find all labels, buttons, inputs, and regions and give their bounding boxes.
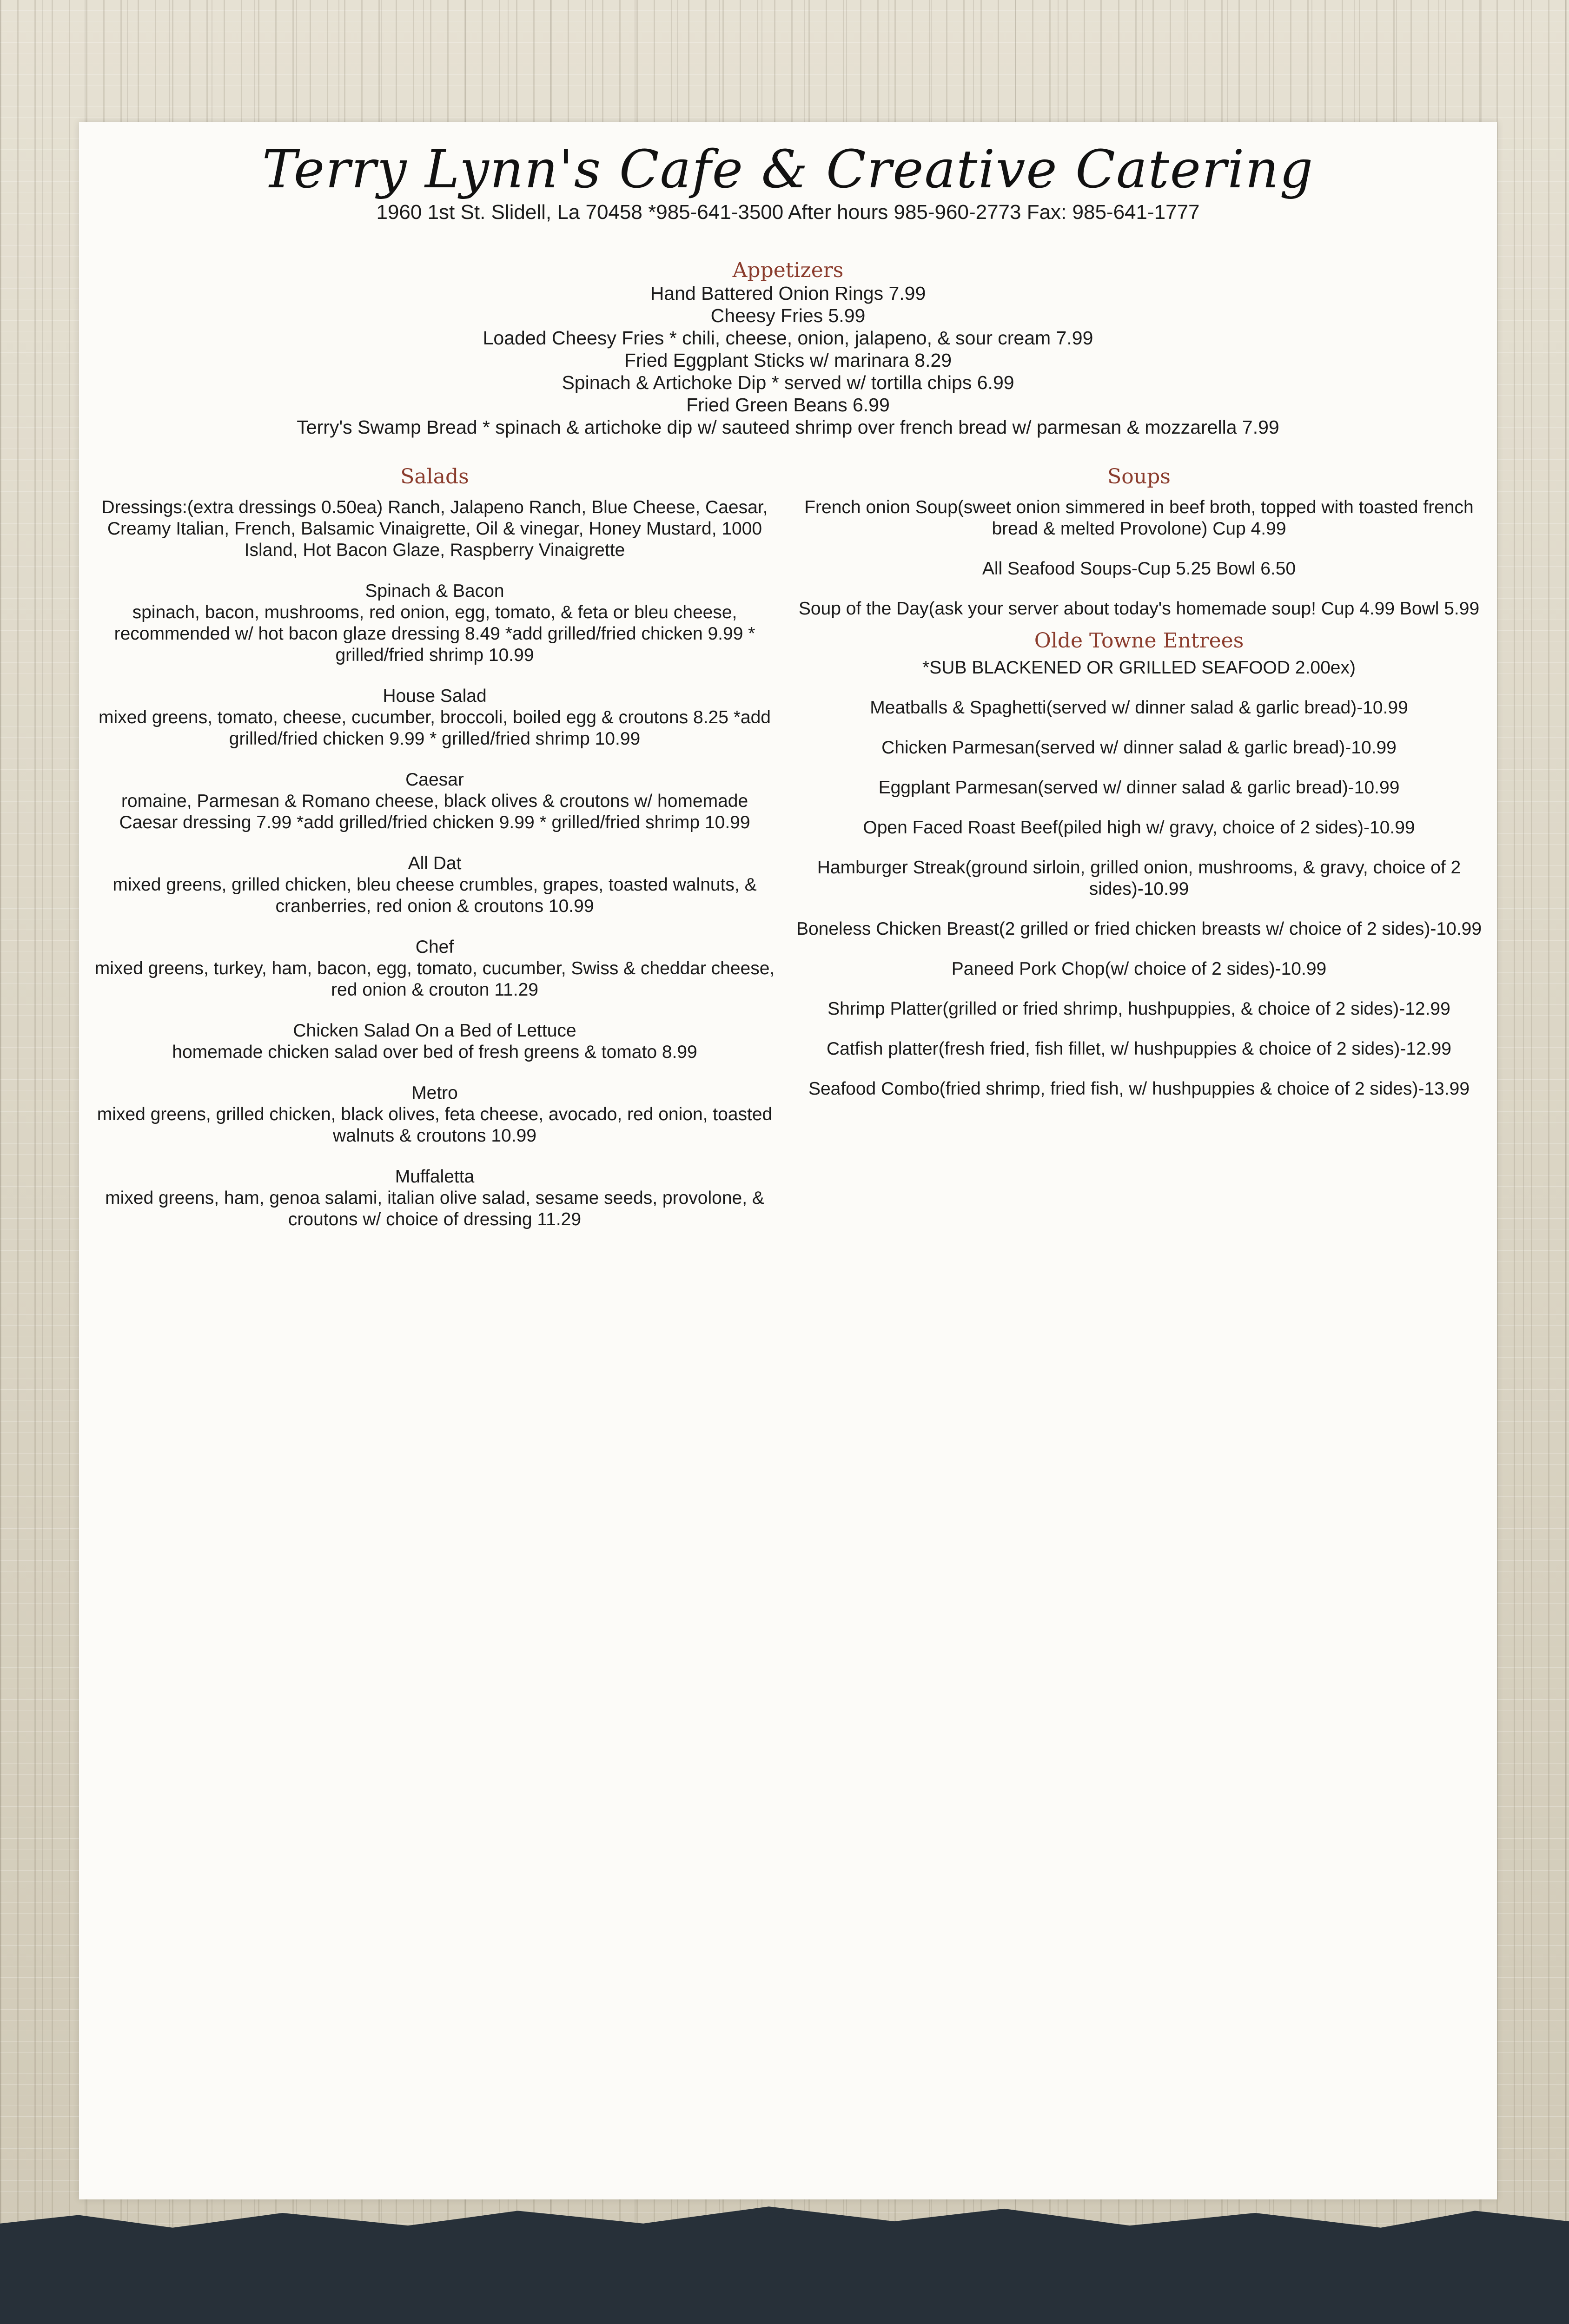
salad-name: Caesar	[405, 770, 464, 790]
soups-entrees-section	[790, 465, 1488, 1118]
salad-item	[93, 1166, 776, 1230]
salad-desc: romaine, Parmesan & Romano cheese, black olives & croutons w/ homemade Caesar dressing 7.99 *add grilled/fried chicken 9.99 * grilled/fried shrimp 10.99	[119, 791, 750, 832]
salad-name: Chef	[415, 937, 454, 957]
salad-desc: mixed greens, tomato, cheese, cucumber, broccoli, boiled egg & croutons 8.25 *add grilled/fried chicken 9.99 * grilled/fried shrimp 10.99	[98, 707, 771, 749]
salad-desc: mixed greens, ham, genoa salami, italian olive salad, sesame seeds, provolone, & croutons w/ choice of dressing 11.29	[105, 1188, 764, 1229]
appetizer-item: Fried Green Beans 6.99	[686, 394, 890, 416]
soup-item: French onion Soup(sweet onion simmered in beef broth, topped with toasted french bread & melted Provolone) Cup 4.99	[804, 497, 1474, 539]
appetizer-item: Fried Eggplant Sticks w/ marinara 8.29	[624, 350, 952, 371]
salad-name: All Dat	[408, 853, 462, 873]
salad-name: Muffaletta	[395, 1167, 475, 1187]
entree-item: Shrimp Platter(grilled or fried shrimp, hushpuppies, & choice of 2 sides)-12.99	[828, 999, 1450, 1019]
entree-item: Paneed Pork Chop(w/ choice of 2 sides)-10.99	[951, 959, 1327, 979]
salad-desc: spinach, bacon, mushrooms, red onion, egg, tomato, & feta or bleu cheese, recommended w/ hot bacon glaze dressing 8.49 *add grilled/fried chicken 9.99 * grilled/fried shrimp 10.99	[114, 602, 755, 665]
entrees-heading: Olde Towne Entrees	[1034, 629, 1244, 653]
entree-item: Open Faced Roast Beef(piled high w/ gravy, choice of 2 sides)-10.99	[863, 818, 1415, 838]
appetizer-item: Terry's Swamp Bread * spinach & artichoke dip w/ sauteed shrimp over french bread w/ parmesan & mozzarella 7.99	[297, 416, 1279, 438]
entree-item: Hamburger Streak(ground sirloin, grilled onion, mushrooms, & gravy, choice of 2 sides)-10.99	[817, 858, 1461, 899]
salad-item	[93, 853, 776, 917]
salad-name: Metro	[411, 1083, 458, 1103]
entree-item: Meatballs & Spaghetti(served w/ dinner salad & garlic bread)-10.99	[870, 698, 1408, 718]
salad-desc: mixed greens, turkey, ham, bacon, egg, tomato, cucumber, Swiss & cheddar cheese, red onion & crouton 11.29	[94, 958, 775, 1000]
salad-name: Chicken Salad On a Bed of Lettuce	[293, 1021, 576, 1041]
salad-item	[93, 937, 776, 1001]
salad-name: House Salad	[383, 686, 487, 706]
restaurant-title: Terry Lynn's Cafe & Creative Catering	[262, 139, 1314, 200]
appetizers-heading: Appetizers	[732, 258, 844, 282]
soups-heading: Soups	[1107, 465, 1171, 489]
entree-item: Boneless Chicken Breast(2 grilled or fried chicken breasts w/ choice of 2 sides)-10.99	[796, 919, 1482, 939]
salad-item	[93, 581, 776, 666]
salad-item	[93, 686, 776, 750]
entree-item: Catfish platter(fresh fried, fish fillet, w/ hushpuppies & choice of 2 sides)-12.99	[827, 1039, 1451, 1059]
appetizer-item: Loaded Cheesy Fries * chili, cheese, onion, jalapeno, & sour cream 7.99	[483, 327, 1093, 349]
appetizer-item: Cheesy Fries 5.99	[710, 305, 866, 326]
entrees-note: *SUB BLACKENED OR GRILLED SEAFOOD 2.00ex)	[922, 658, 1356, 678]
soup-item: Soup of the Day(ask your server about today's homemade soup! Cup 4.99 Bowl 5.99	[798, 599, 1480, 619]
appetizer-item: Spinach & Artichoke Dip * served w/ tortilla chips 6.99	[562, 372, 1014, 393]
salad-item	[93, 1083, 776, 1147]
salad-desc: mixed greens, grilled chicken, bleu cheese crumbles, grapes, toasted walnuts, & cranberries, red onion & croutons 10.99	[113, 875, 757, 916]
salad-name: Spinach & Bacon	[365, 581, 504, 601]
bottom-band	[0, 2194, 1569, 2324]
salad-item	[93, 769, 776, 833]
entree-item: Eggplant Parmesan(served w/ dinner salad & garlic bread)-10.99	[878, 778, 1400, 798]
appetizers-section	[79, 258, 1497, 438]
restaurant-address: 1960 1st St. Slidell, La 70458 *985-641-3500 After hours 985-960-2773 Fax: 985-641-1777	[376, 201, 1200, 224]
salads-heading: Salads	[400, 465, 469, 489]
salads-section	[93, 465, 776, 1250]
salad-desc: homemade chicken salad over bed of fresh greens & tomato 8.99	[172, 1042, 697, 1062]
soup-item: All Seafood Soups-Cup 5.25 Bowl 6.50	[982, 559, 1296, 579]
entree-item: Seafood Combo(fried shrimp, fried fish, w/ hushpuppies & choice of 2 sides)-13.99	[808, 1079, 1470, 1099]
salad-dressings: Dressings:(extra dressings 0.50ea) Ranch, Jalapeno Ranch, Blue Cheese, Caesar, Creamy Italian, French, Balsamic Vinaigrette, Oil & vinegar, Honey Mustard, 1000 Island, Hot Bacon Glaze, Raspberry Vinaigrette	[101, 497, 768, 560]
salad-desc: mixed greens, grilled chicken, black olives, feta cheese, avocado, red onion, toasted walnuts & croutons 10.99	[97, 1104, 773, 1146]
salad-item	[93, 1020, 776, 1063]
appetizer-item: Hand Battered Onion Rings 7.99	[650, 283, 926, 304]
entree-item: Chicken Parmesan(served w/ dinner salad & garlic bread)-10.99	[881, 738, 1397, 758]
